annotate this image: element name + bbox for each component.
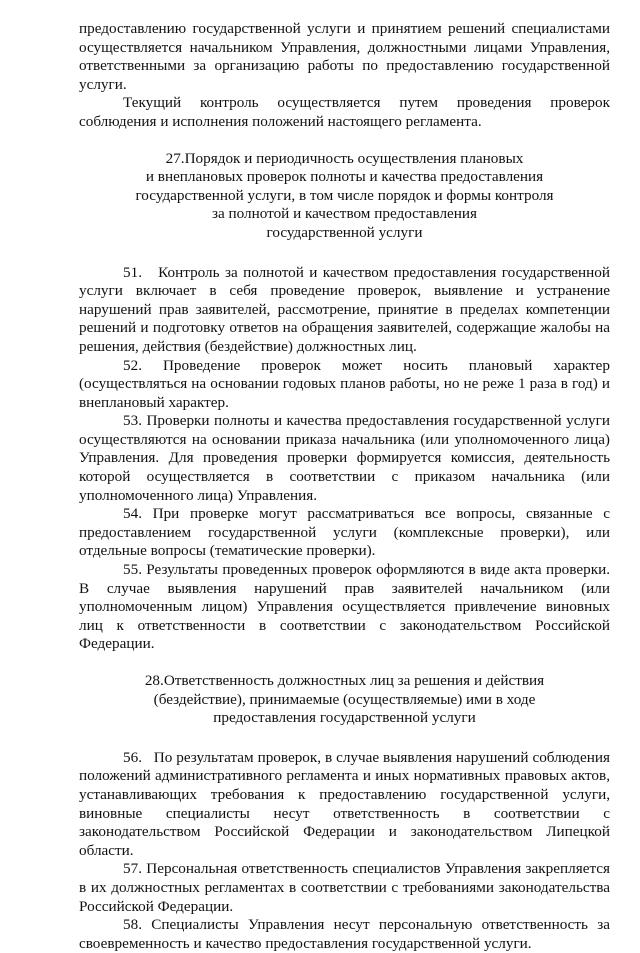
item-number: 53. [123,412,142,430]
numbered-item [79,561,610,654]
numbered-item [79,749,610,861]
heading-line: предоставления государственной услуги [213,709,476,727]
heading-line: 28.Ответственность должностных лиц за решения и действия [144,672,545,689]
numbered-item [79,916,610,953]
item-text: Проведение проверок может носить плановый характер (осуществляться на основании годовых планов работы, но не реже 1 раза в год) и внеплановый характер. [79,356,610,411]
numbered-item [79,505,610,561]
section-27-heading [79,150,610,243]
item-number: 55. [123,561,142,579]
heading-line: государственной услуги, в том числе порядок и формы контроля [135,186,554,204]
heading-line: 27.Порядок и периодичность осуществления плановых [165,149,524,167]
heading-line: (бездействие), принимаемые (осуществляемые) ими в ходе [153,690,536,708]
heading-line: и внеплановых проверок полноты и качества предоставления [145,168,544,186]
numbered-item [79,860,610,916]
heading-line: за полнотой и качеством предоставления [211,205,478,223]
item-text: Персональная ответственность специалистов Управления закрепляется в их должностных регламентах в соответствии с требованиями законодательства Российской Федерации. [79,860,610,915]
section-28-heading [79,672,610,728]
item-number: 51. [123,263,142,281]
item-text: При проверке могут рассматриваться все вопросы, связанные с предоставлением государственной услуги (комплексные проверки), или отдельные вопросы (тематические проверки). [79,505,610,560]
item-text: Контроль за полнотой и качеством предоставления государственной услуги включает в себя проведение проверок, выявление и устранение нарушений прав заявителей, рассмотрение, принятие в пределах компетенции решений и подготовку ответов на обращения заявителей, содержащие жалобы на решения, действия (бездействие) должностных лиц. [79,263,610,355]
item-number: 57. [123,860,142,878]
document-page [79,20,610,953]
item-number: 56. [123,748,142,766]
section-28-items [79,749,610,953]
item-text: Проверки полноты и качества предоставления государственной услуги осуществляются на основании приказа начальника (или уполномоченного лица) Управления. Для проведения проверки формируется комиссия, деятельность которой осуществляется в соответствии с приказом начальника (или уполномоченного лица) Управления. [79,412,611,504]
heading-line: государственной услуги [266,223,423,241]
numbered-item [79,357,610,413]
item-number: 52. [123,356,142,374]
item-text: Результаты проведенных проверок оформляются в виде акта проверки. В случае выявления нарушений прав заявителей начальником (или уполномоченным лицом) Управления осуществляется привлечение виновных лиц к ответственности в соответствии с законодательством Российской Федерации. [79,561,611,653]
numbered-item [79,412,610,505]
intro-paragraph: предоставлению государственной услуги и принятием решений специалистами осуществляется начальником Управления, должностными лицами Управления, ответственными за организацию работы по предоставлению государственной услуги. [79,20,610,93]
item-text: По результатам проверок, в случае выявления нарушений соблюдения положений административного регламента и иных нормативных правовых актов, устанавливающих требования к предоставлению государственной услуги, виновные специалисты несут ответственность в соответствии с законодательством Российской Федерации и законодательством Липецкой области. [79,748,611,859]
section-27-items [79,264,610,654]
item-number: 58. [123,916,142,934]
item-text: Специалисты Управления несут персональную ответственность за своевременность и качество предоставления государственной услуги. [79,916,611,952]
numbered-item [79,264,610,357]
item-number: 54. [123,505,142,523]
intro-paragraph: Текущий контроль осуществляется путем проведения проверок соблюдения и исполнения положений настоящего регламента. [79,94,610,130]
